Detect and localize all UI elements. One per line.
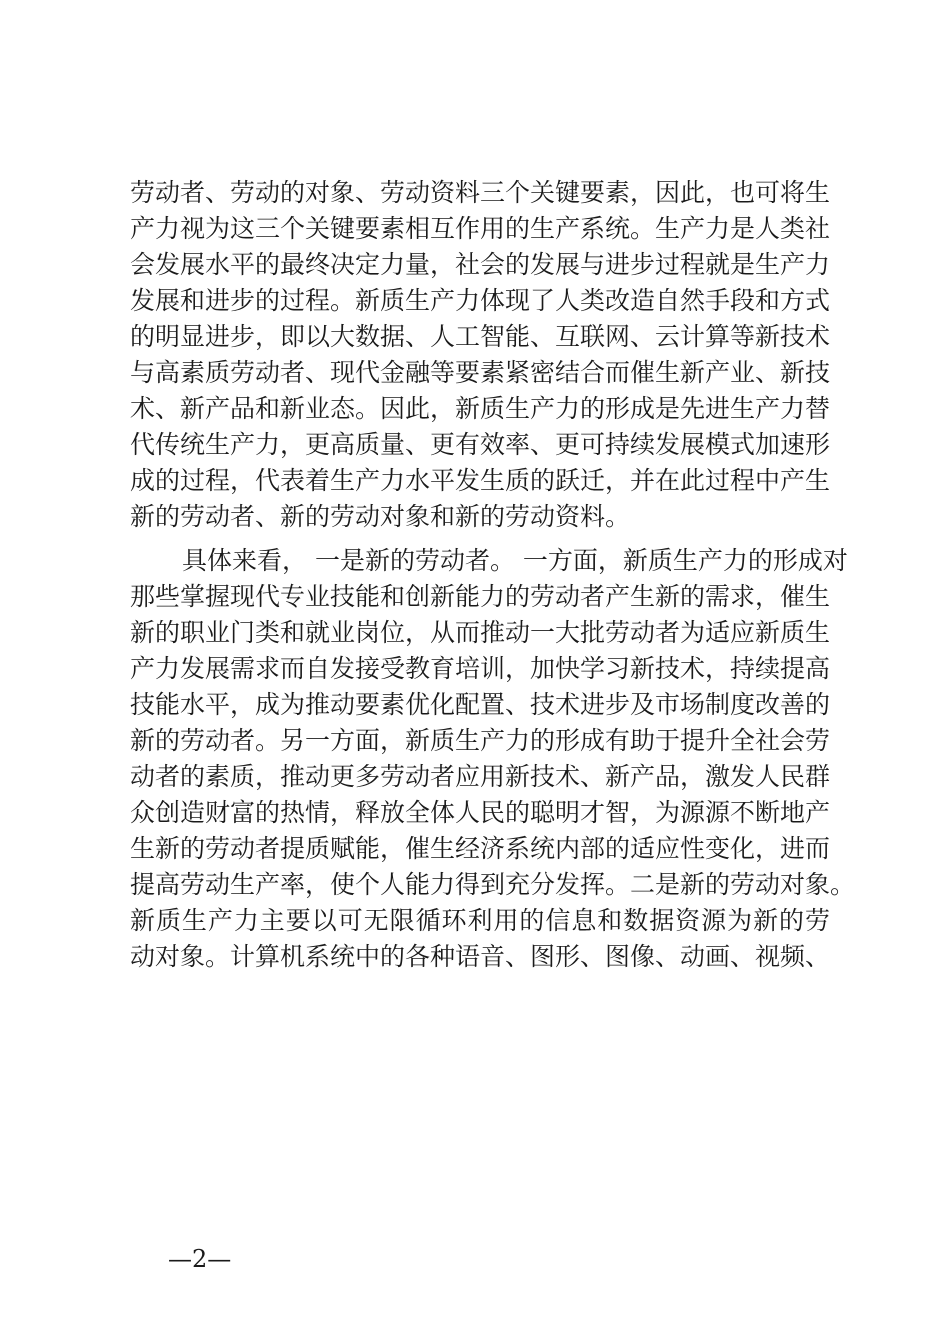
text-line: 动对象。计算机系统中的各种语音、图形、图像、动画、视频、	[130, 942, 831, 971]
text-line: 新的劳动者、新的劳动对象和新的劳动资料。	[130, 502, 631, 531]
text-line: 众创造财富的热情，释放全体人民的聪明才智，为源源不断地产	[130, 798, 831, 827]
text-line: 的明显进步，即以大数据、人工智能、互联网、云计算等新技术	[130, 322, 831, 351]
text-line: 与高素质劳动者、现代金融等要素紧密结合而催生新产业、新技	[130, 358, 831, 387]
text-line: 动者的素质，推动更多劳动者应用新技术、新产品，激发人民群	[130, 762, 831, 791]
text-line: 新质生产力主要以可无限循环利用的信息和数据资源为新的劳	[130, 906, 830, 935]
page-number: —2—	[168, 1245, 232, 1273]
text-line: 提高劳动生产率，使个人能力得到充分发挥。二是新的劳动对象。	[130, 870, 856, 899]
text-line: 产力发展需求而自发接受教育培训，加快学习新技术，持续提高	[130, 654, 831, 683]
text-line: 那些掌握现代专业技能和创新能力的劳动者产生新的需求，催生	[130, 582, 831, 611]
text-line: 新的职业门类和就业岗位，从而推动一大批劳动者为适应新质生	[130, 618, 831, 647]
text-line: 代传统生产力，更高质量、更有效率、更可持续发展模式加速形	[130, 430, 831, 459]
text-line: 具体来看， 一是新的劳动者。 一方面，新质生产力的形成对	[182, 546, 848, 575]
text-line: 新的劳动者。另一方面，新质生产力的形成有助于提升全社会劳	[130, 726, 831, 755]
text-line: 技能水平，成为推动要素优化配置、技术进步及市场制度改善的	[130, 690, 831, 719]
paragraph-2	[130, 543, 856, 975]
paragraph-1	[130, 175, 830, 535]
text-line: 产力视为这三个关键要素相互作用的生产系统。生产力是人类社	[130, 214, 831, 243]
text-line: 术、新产品和新业态。因此，新质生产力的形成是先进生产力替	[130, 394, 831, 423]
text-line: 会发展水平的最终决定力量，社会的发展与进步过程就是生产力	[130, 250, 831, 279]
text-line: 发展和进步的过程。新质生产力体现了人类改造自然手段和方式	[130, 286, 831, 315]
text-line: 生新的劳动者提质赋能，催生经济系统内部的适应性变化，进而	[130, 834, 831, 863]
text-line: 劳动者、劳动的对象、劳动资料三个关键要素，因此，也可将生	[130, 178, 831, 207]
document-body	[130, 175, 856, 975]
text-line: 成的过程，代表着生产力水平发生质的跃迁，并在此过程中产生	[130, 466, 831, 495]
